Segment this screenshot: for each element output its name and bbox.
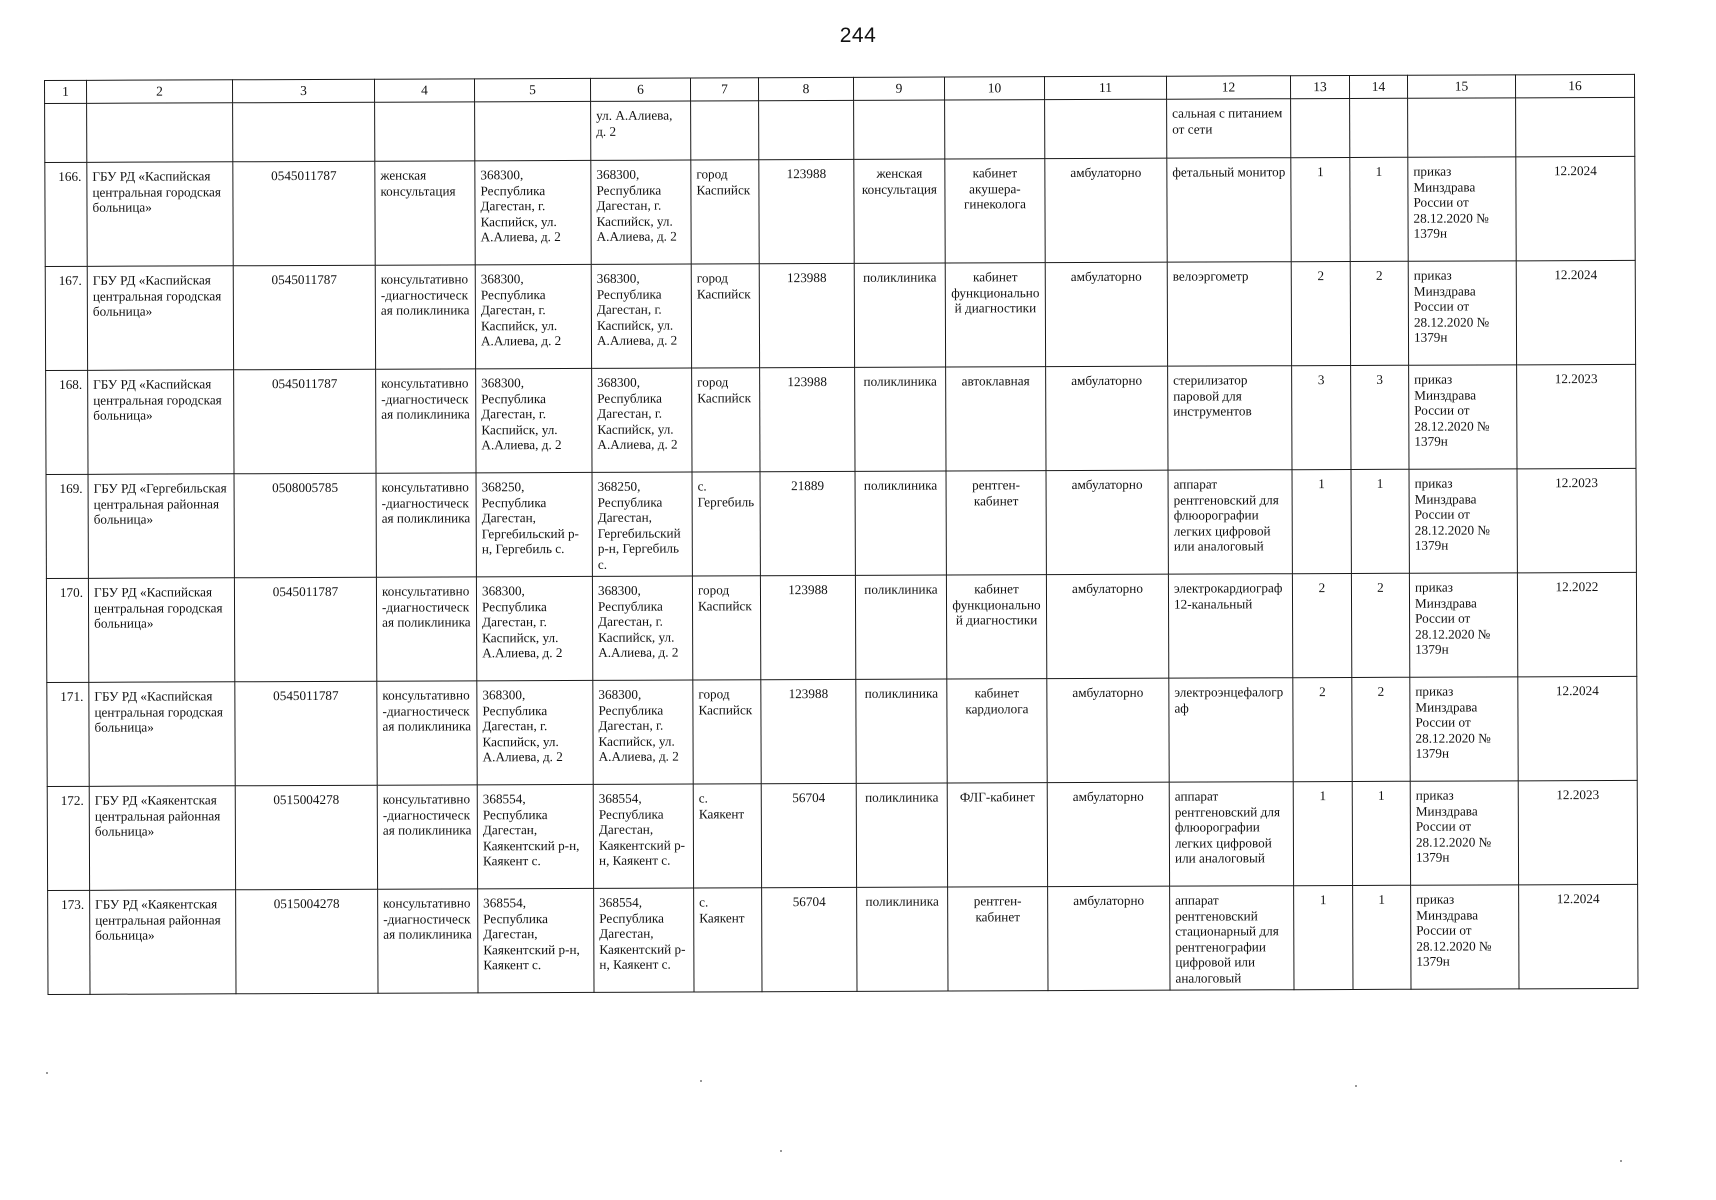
order-cell: приказ Минздрава России от 28.12.2020 № 1379н bbox=[1410, 677, 1518, 781]
column-number-header: 2 bbox=[87, 80, 233, 104]
table-row bbox=[47, 676, 1637, 786]
column-number-header: 4 bbox=[374, 79, 474, 102]
date-cell: 12.2023 bbox=[1517, 468, 1636, 572]
table-row bbox=[45, 156, 1635, 266]
quantity-cell: 2 bbox=[1352, 677, 1410, 781]
code-cell: 123988 bbox=[761, 679, 856, 783]
quantity-cell: 1 bbox=[1293, 781, 1352, 885]
column-number-header: 13 bbox=[1290, 75, 1349, 98]
unit-cell: консультативно-диагностическая поликлиника bbox=[377, 681, 477, 785]
room-cell: ФЛГ-кабинет bbox=[947, 783, 1047, 887]
inn-cell: 0545011787 bbox=[235, 681, 377, 786]
care-mode-cell: амбулаторно bbox=[1047, 678, 1169, 782]
order-cell: приказ Минздрава России от 28.12.2020 № 1379н bbox=[1409, 365, 1517, 469]
equipment-cell: аппарат рентгеновский стационарный для рентгенографии цифровой или аналоговый bbox=[1170, 886, 1294, 990]
organization-cell: ГБУ РД «Гергебильская центральная районная больница» bbox=[88, 474, 234, 579]
legal-address-cell: 368554, Республика Дагестан, Каякентский р-н, Каякент с. bbox=[478, 888, 594, 992]
facility-type-cell: женская консультация bbox=[854, 159, 945, 263]
organization-cell: ГБУ РД «Каякентская центральная районная больница» bbox=[90, 890, 236, 995]
column-number-header: 12 bbox=[1166, 76, 1290, 99]
date-cell: 12.2023 bbox=[1518, 780, 1637, 884]
legal-address-cell: 368250, Республика Дагестан, Гергебильский р-н, Гергебиль с. bbox=[476, 472, 592, 576]
code-cell: 56704 bbox=[761, 783, 856, 887]
column-number-header: 8 bbox=[758, 77, 853, 100]
date-cell: 12.2024 bbox=[1519, 884, 1638, 988]
room-cell: рентген-кабинет bbox=[948, 887, 1048, 991]
table-row bbox=[48, 884, 1638, 994]
settlement-cell: город Каспийск bbox=[692, 368, 760, 472]
column-number-header: 6 bbox=[590, 78, 690, 101]
column-number-header: 11 bbox=[1044, 76, 1166, 99]
quantity-cell: 1 bbox=[1294, 885, 1353, 989]
legal-address-cell: 368300, Республика Дагестан, г. Каспийск, ул. А.Алиева, д. 2 bbox=[475, 264, 591, 368]
settlement-cell: город Каспийск bbox=[693, 680, 761, 784]
quantity-cell: 2 bbox=[1292, 573, 1351, 677]
care-mode-cell: амбулаторно bbox=[1046, 366, 1168, 470]
empty-cell bbox=[945, 100, 1045, 159]
quantity-cell: 3 bbox=[1351, 365, 1409, 469]
table-row bbox=[46, 364, 1636, 474]
date-cell: 12.2024 bbox=[1516, 260, 1635, 364]
facility-type-cell: поликлиника bbox=[855, 575, 946, 679]
room-cell: кабинет функциональной диагностики bbox=[946, 575, 1046, 679]
code-cell: 123988 bbox=[759, 159, 854, 263]
room-cell: автоклавная bbox=[946, 367, 1046, 471]
scan-speck bbox=[780, 1150, 782, 1152]
column-number-header: 3 bbox=[233, 79, 375, 103]
order-cell: приказ Минздрава России от 28.12.2020 № 1379н bbox=[1408, 157, 1516, 261]
order-cell: приказ Минздрава России от 28.12.2020 № 1379н bbox=[1410, 781, 1518, 885]
care-mode-cell: амбулаторно bbox=[1047, 782, 1169, 886]
settlement-cell: город Каспийск bbox=[691, 160, 759, 264]
inn-cell: 0545011787 bbox=[234, 577, 376, 682]
settlement-cell: с. Каякент bbox=[693, 784, 761, 888]
column-number-header: 10 bbox=[944, 77, 1044, 100]
equipment-cell: электрокардиограф 12-канальный bbox=[1168, 574, 1292, 678]
column-number-header: 7 bbox=[690, 78, 758, 101]
facility-type-cell: поликлиника bbox=[857, 887, 948, 991]
organization-cell: ГБУ РД «Каспийская центральная городская больница» bbox=[89, 682, 235, 787]
inn-cell: 0515004278 bbox=[235, 785, 377, 890]
row-number-cell: 172. bbox=[47, 786, 89, 890]
inn-cell: 0545011787 bbox=[233, 265, 375, 370]
empty-cell bbox=[1408, 98, 1516, 157]
code-cell: 56704 bbox=[762, 887, 857, 991]
equipment-cell: аппарат рентгеновский для флюорографии легких цифровой или аналоговый bbox=[1168, 470, 1292, 574]
table-row bbox=[46, 468, 1636, 578]
table-body bbox=[45, 74, 1638, 994]
empty-cell bbox=[759, 100, 854, 159]
unit-cell: консультативно-диагностическая поликлиника bbox=[378, 889, 478, 993]
inn-cell: 0545011787 bbox=[234, 369, 376, 474]
date-cell: 12.2022 bbox=[1517, 572, 1636, 676]
row-number-cell: 170. bbox=[46, 578, 88, 682]
code-cell: 123988 bbox=[759, 263, 854, 367]
organization-cell: ГБУ РД «Каспийская центральная городская больница» bbox=[88, 578, 234, 683]
order-cell: приказ Минздрава России от 28.12.2020 № 1379н bbox=[1408, 261, 1516, 365]
column-number-header: 9 bbox=[853, 77, 944, 100]
page-number: 244 bbox=[839, 24, 877, 47]
care-mode-cell: амбулаторно bbox=[1046, 574, 1168, 678]
scan-speck bbox=[700, 1080, 702, 1082]
empty-cell bbox=[1045, 99, 1167, 158]
row-number-cell: 167. bbox=[45, 266, 87, 370]
date-cell: 12.2023 bbox=[1517, 364, 1636, 468]
actual-address-cell: 368300, Республика Дагестан, г. Каспийск, ул. А.Алиева, д. 2 bbox=[593, 680, 693, 784]
inn-cell: 0508005785 bbox=[234, 473, 376, 578]
continuation-row bbox=[45, 97, 1635, 162]
empty-cell bbox=[1516, 97, 1635, 156]
actual-address-cell: 368300, Республика Дагестан, г. Каспийск, ул. А.Алиева, д. 2 bbox=[591, 264, 691, 368]
care-mode-cell: амбулаторно bbox=[1045, 158, 1167, 262]
column-number-header: 16 bbox=[1515, 74, 1634, 97]
unit-cell: консультативно-диагностическая поликлиника bbox=[376, 473, 476, 577]
room-cell: кабинет кардиолога bbox=[947, 679, 1047, 783]
empty-cell bbox=[45, 103, 87, 162]
equipment-cell: фетальный монитор bbox=[1167, 158, 1291, 262]
date-cell: 12.2024 bbox=[1516, 156, 1635, 260]
unit-cell: консультативно-диагностическая поликлиника bbox=[377, 785, 477, 889]
quantity-cell: 2 bbox=[1351, 573, 1409, 677]
registry-table-wrapper bbox=[44, 74, 1639, 995]
order-cell: приказ Минздрава России от 28.12.2020 № 1379н bbox=[1409, 469, 1517, 573]
organization-cell: ГБУ РД «Каспийская центральная городская больница» bbox=[88, 370, 234, 475]
facility-type-cell: поликлиника bbox=[855, 471, 946, 575]
date-cell: 12.2024 bbox=[1518, 676, 1637, 780]
equipment-cell: велоэргометр bbox=[1167, 262, 1291, 366]
care-mode-cell: амбулаторно bbox=[1048, 886, 1170, 990]
table-row bbox=[47, 780, 1637, 890]
equipment-cell: аппарат рентгеновский для флюорографии легких цифровой или аналоговый bbox=[1169, 782, 1293, 886]
empty-cell bbox=[1350, 98, 1408, 157]
code-cell: 123988 bbox=[760, 367, 855, 471]
facility-type-cell: поликлиника bbox=[856, 783, 947, 887]
scan-speck bbox=[46, 1072, 48, 1074]
quantity-cell: 1 bbox=[1351, 469, 1409, 573]
settlement-cell: с. Каякент bbox=[694, 888, 762, 992]
settlement-cell: с. Гергебиль bbox=[692, 472, 760, 576]
equipment-cell: электроэнцефалограф bbox=[1169, 678, 1293, 782]
facility-type-cell: поликлиника bbox=[856, 679, 947, 783]
care-mode-cell: амбулаторно bbox=[1045, 262, 1167, 366]
actual-address-cell: 368300, Республика Дагестан, г. Каспийск, ул. А.Алиева, д. 2 bbox=[592, 368, 692, 472]
column-number-header: 15 bbox=[1407, 75, 1515, 98]
unit-cell: консультативно-диагностическая поликлиника bbox=[375, 265, 475, 369]
empty-cell bbox=[1291, 98, 1350, 157]
settlement-cell: город Каспийск bbox=[692, 576, 760, 680]
legal-address-cell: 368300, Республика Дагестан, г. Каспийск, ул. А.Алиева, д. 2 bbox=[476, 576, 592, 680]
actual-address-cell: 368250, Республика Дагестан, Гергебильский р-н, Гергебиль с. bbox=[592, 472, 692, 576]
actual-address-cell: 368554, Республика Дагестан, Каякентский р-н, Каякент с. bbox=[594, 888, 694, 992]
row-number-cell: 171. bbox=[47, 682, 89, 786]
equipment-cell: стерилизатор паровой для инструментов bbox=[1168, 366, 1292, 470]
legal-address-cell: 368300, Республика Дагестан, г. Каспийск, ул. А.Алиева, д. 2 bbox=[477, 680, 593, 784]
code-cell: 123988 bbox=[760, 575, 855, 679]
room-cell: рентген-кабинет bbox=[946, 471, 1046, 575]
room-cell: кабинет акушера-гинеколога bbox=[945, 159, 1045, 263]
organization-cell: ГБУ РД «Каякентская центральная районная больница» bbox=[89, 786, 235, 891]
organization-cell: ГБУ РД «Каспийская центральная городская больница» bbox=[87, 266, 233, 371]
order-cell: приказ Минздрава России от 28.12.2020 № 1379н bbox=[1411, 885, 1519, 989]
continued-address-cell: ул. А.Алиева, д. 2 bbox=[591, 101, 691, 160]
column-number-header: 5 bbox=[474, 78, 590, 101]
room-cell: кабинет функциональной диагностики bbox=[945, 263, 1045, 367]
scan-speck bbox=[1355, 1085, 1357, 1087]
order-cell: приказ Минздрава России от 28.12.2020 № 1379н bbox=[1409, 573, 1517, 677]
legal-address-cell: 368554, Республика Дагестан, Каякентский р-н, Каякент с. bbox=[477, 784, 593, 888]
empty-cell bbox=[691, 101, 759, 160]
quantity-cell: 3 bbox=[1292, 365, 1351, 469]
inn-cell: 0515004278 bbox=[236, 889, 378, 994]
quantity-cell: 2 bbox=[1293, 677, 1352, 781]
facility-type-cell: поликлиника bbox=[854, 263, 945, 367]
row-number-cell: 166. bbox=[45, 162, 87, 266]
empty-cell bbox=[854, 100, 945, 159]
row-number-cell: 168. bbox=[46, 370, 88, 474]
actual-address-cell: 368554, Республика Дагестан, Каякентский р-н, Каякент с. bbox=[593, 784, 693, 888]
care-mode-cell: амбулаторно bbox=[1046, 470, 1168, 574]
unit-cell: консультативно-диагностическая поликлиника bbox=[376, 369, 476, 473]
empty-cell bbox=[375, 102, 475, 161]
actual-address-cell: 368300, Республика Дагестан, г. Каспийск, ул. А.Алиева, д. 2 bbox=[591, 160, 691, 264]
row-number-cell: 169. bbox=[46, 474, 88, 578]
quantity-cell: 1 bbox=[1352, 781, 1410, 885]
quantity-cell: 2 bbox=[1291, 261, 1350, 365]
settlement-cell: город Каспийск bbox=[691, 264, 759, 368]
scan-speck bbox=[1620, 1160, 1622, 1162]
legal-address-cell: 368300, Республика Дагестан, г. Каспийск, ул. А.Алиева, д. 2 bbox=[475, 160, 591, 264]
inn-cell: 0545011787 bbox=[233, 161, 375, 266]
empty-cell bbox=[475, 101, 591, 160]
empty-cell bbox=[87, 103, 233, 163]
continued-equipment-cell: сальная с питанием от сети bbox=[1167, 99, 1291, 158]
table-row bbox=[46, 572, 1636, 682]
quantity-cell: 2 bbox=[1350, 261, 1408, 365]
quantity-cell: 1 bbox=[1350, 157, 1408, 261]
quantity-cell: 1 bbox=[1291, 157, 1350, 261]
quantity-cell: 1 bbox=[1353, 885, 1411, 989]
unit-cell: консультативно-диагностическая поликлиника bbox=[376, 577, 476, 681]
code-cell: 21889 bbox=[760, 471, 855, 575]
column-number-header: 1 bbox=[45, 80, 87, 103]
legal-address-cell: 368300, Республика Дагестан, г. Каспийск, ул. А.Алиева, д. 2 bbox=[476, 368, 592, 472]
facility-type-cell: поликлиника bbox=[855, 367, 946, 471]
organization-cell: ГБУ РД «Каспийская центральная городская больница» bbox=[87, 162, 233, 267]
table-row bbox=[45, 260, 1635, 370]
actual-address-cell: 368300, Республика Дагестан, г. Каспийск, ул. А.Алиева, д. 2 bbox=[592, 576, 692, 680]
empty-cell bbox=[233, 102, 375, 162]
unit-cell: женская консультация bbox=[375, 161, 475, 265]
quantity-cell: 1 bbox=[1292, 469, 1351, 573]
column-number-header: 14 bbox=[1349, 75, 1407, 98]
row-number-cell: 173. bbox=[48, 890, 90, 994]
equipment-registry-table bbox=[44, 74, 1639, 995]
